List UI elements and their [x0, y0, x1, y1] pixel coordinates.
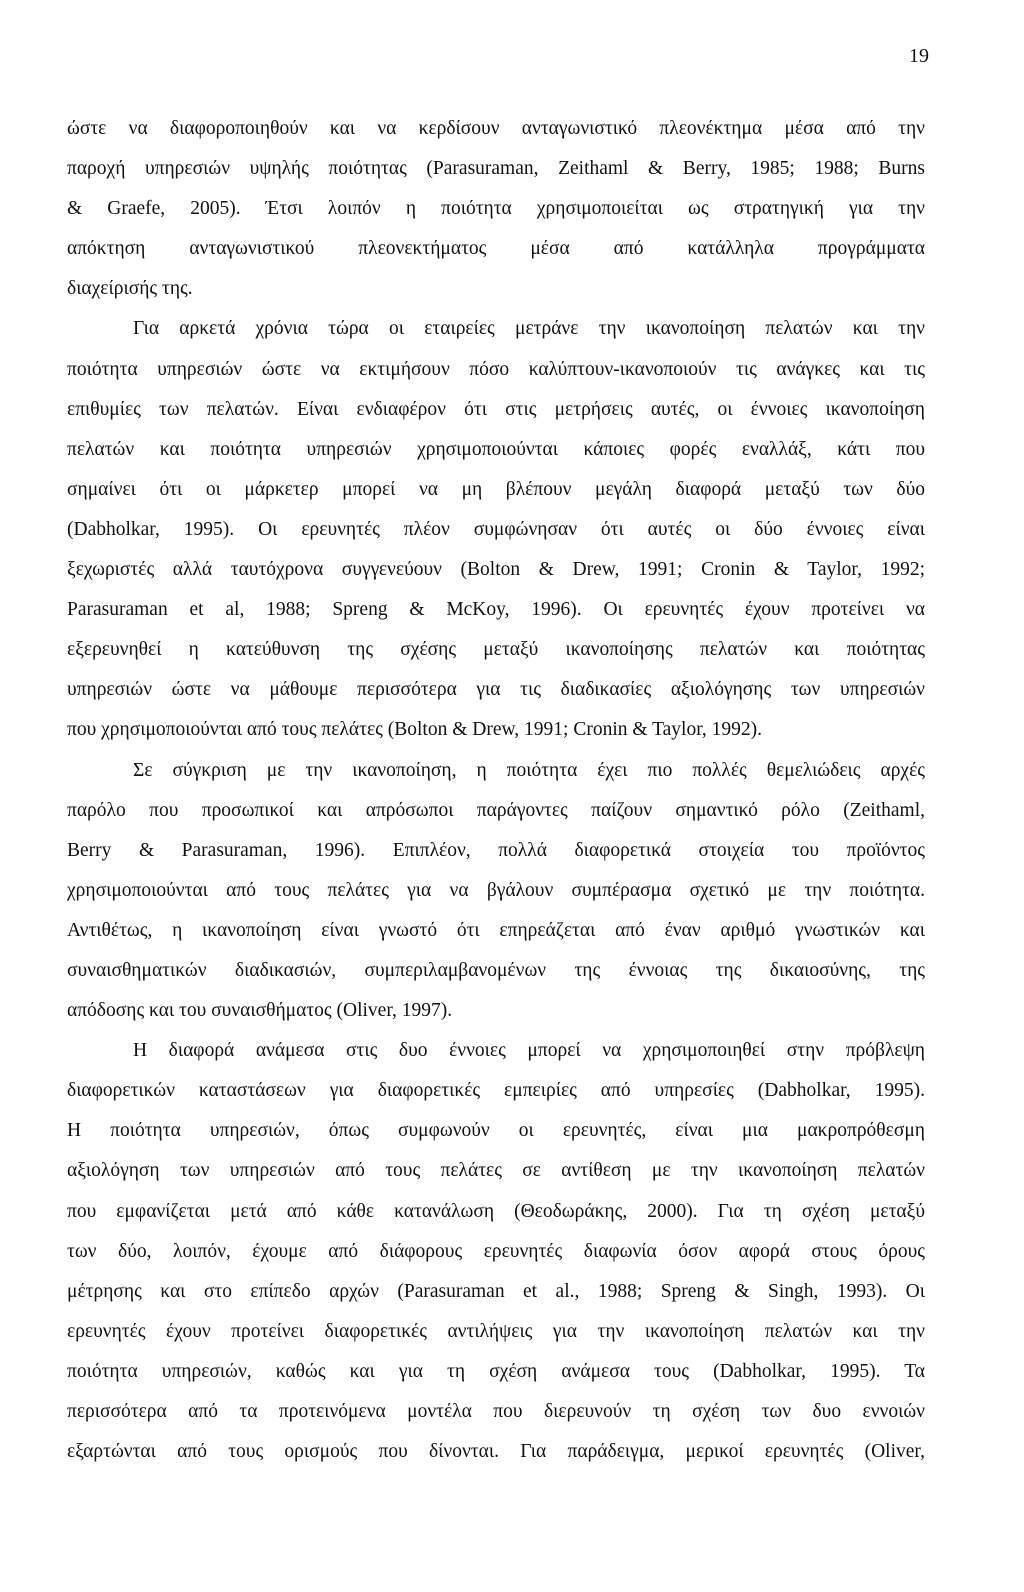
text-line: διαφορετικών καταστάσεων για διαφορετικές εμπειρίες από υπηρεσίες (Dabholkar, 1995). — [67, 1080, 925, 1102]
text-line: εξαρτώνται από τους ορισμούς που δίνονται. Για παράδειγμα, μερικοί ερευνητές (Oliver, — [67, 1441, 925, 1463]
text-line: ξεχωριστές αλλά ταυτόχρονα συγγενεύουν (Bolton & Drew, 1991; Cronin & Taylor, 1992; — [67, 559, 925, 581]
text-line: Για αρκετά χρόνια τώρα οι εταιρείες μετράνε την ικανοποίηση πελατών και την — [133, 318, 925, 340]
text-line: ώστε να διαφοροποιηθούν και να κερδίσουν ανταγωνιστικό πλεονέκτημα μέσα από την — [67, 118, 925, 139]
text-line: ερευνητές έχουν προτείνει διαφορετικές αντιλήψεις για την ικανοποίηση πελατών και την — [67, 1320, 925, 1342]
text-line: συναισθηματικών διαδικασιών, συμπεριλαμβανομένων της έννοιας της δικαιοσύνης, της — [67, 959, 925, 981]
text-line: εξερευνηθεί η κατεύθυνση της σχέσης μεταξύ ικανοποίησης πελατών και ποιότητας — [67, 639, 925, 661]
text-line: σημαίνει ότι οι μάρκετερ μπορεί να μη βλέπουν μεγάλη διαφορά μεταξύ των δύο — [67, 478, 925, 500]
page-number: 19 — [909, 45, 929, 67]
text-line: παροχή υπηρεσιών υψηλής ποιότητας (Parasuraman, Zeithaml & Berry, 1985; 1988; Burns — [67, 158, 925, 180]
text-line: παρόλο που προσωπικοί και απρόσωποι παράγοντες παίζουν σημαντικό ρόλο (Zeithaml, — [67, 799, 925, 821]
text-line: ποιότητα υπηρεσιών, καθώς και για τη σχέση ανάμεσα τους (Dabholkar, 1995). Τα — [67, 1360, 925, 1382]
text-line: απόδοσης και του συναισθήματος (Oliver, 1997). — [67, 1000, 453, 1022]
text-line: ποιότητα υπηρεσιών ώστε να εκτιμήσουν πόσο καλύπτουν-ικανοποιούν τις ανάγκες και τις — [67, 358, 925, 380]
text-line: υπηρεσιών ώστε να μάθουμε περισσότερα για τις διαδικασίες αξιολόγησης των υπηρεσιών — [67, 679, 925, 701]
text-line: μέτρησης και στο επίπεδο αρχών (Parasuraman et al., 1988; Spreng & Singh, 1993). Οι — [67, 1280, 925, 1302]
text-line: Αντιθέτως, η ικανοποίηση είναι γνωστό ότι επηρεάζεται από έναν αριθμό γνωστικών και — [67, 919, 925, 941]
text-line: Η διαφορά ανάμεσα στις δυο έννοιες μπορεί να χρησιμοποιηθεί στην πρόβλεψη — [133, 1040, 925, 1062]
text-line: Η ποιότητα υπηρεσιών, όπως συμφωνούν οι ερευνητές, είναι μια μακροπρόθεσμη — [67, 1120, 925, 1142]
text-line: αξιολόγηση των υπηρεσιών από τους πελάτες σε αντίθεση με την ικανοποίηση πελατών — [67, 1160, 925, 1182]
text-line: που χρησιμοποιούνται από τους πελάτες (Bolton & Drew, 1991; Cronin & Taylor, 1992). — [67, 719, 763, 741]
text-line: Parasuraman et al, 1988; Spreng & McKoy, 1996). Οι ερευνητές έχουν προτείνει να — [67, 599, 925, 621]
text-line: & Graefe, 2005). Έτσι λοιπόν η ποιότητα χρησιμοποιείται ως στρατηγική για την — [67, 198, 925, 220]
body-text — [67, 109, 925, 1472]
text-line: (Dabholkar, 1995). Οι ερευνητές πλέον συμφώνησαν ότι αυτές οι δύο έννοιες είναι — [67, 518, 925, 540]
text-line: Σε σύγκριση με την ικανοποίηση, η ποιότητα έχει πιο πολλές θεμελιώδεις αρχές — [133, 759, 925, 781]
text-line: επιθυμίες των πελατών. Είναι ενδιαφέρον ότι στις μετρήσεις αυτές, οι έννοιες ικανοποίηση — [67, 398, 925, 420]
text-line: των δύο, λοιπόν, έχουμε από διάφορους ερευνητές διαφωνία όσον αφορά στους όρους — [67, 1240, 925, 1262]
text-line: διαχείρισής της. — [67, 278, 193, 300]
text-line: περισσότερα από τα προτεινόμενα μοντέλα που διερευνούν τη σχέση των δυο εννοιών — [67, 1401, 925, 1422]
text-line: Berry & Parasuraman, 1996). Επιπλέον, πολλά διαφορετικά στοιχεία του προϊόντος — [67, 839, 925, 861]
text-line: που εμφανίζεται μετά από κάθε κατανάλωση (Θεοδωράκης, 2000). Για τη σχέση μεταξύ — [67, 1200, 925, 1222]
text-line: χρησιμοποιούνται από τους πελάτες για να βγάλουν συμπέρασμα σχετικό με την ποιότητα. — [67, 879, 925, 901]
text-line: πελατών και ποιότητα υπηρεσιών χρησιμοποιούνται κάποιες φορές εναλλάξ, κάτι που — [67, 438, 925, 460]
text-line: απόκτηση ανταγωνιστικού πλεονεκτήματος μέσα από κατάλληλα προγράμματα — [67, 238, 925, 260]
